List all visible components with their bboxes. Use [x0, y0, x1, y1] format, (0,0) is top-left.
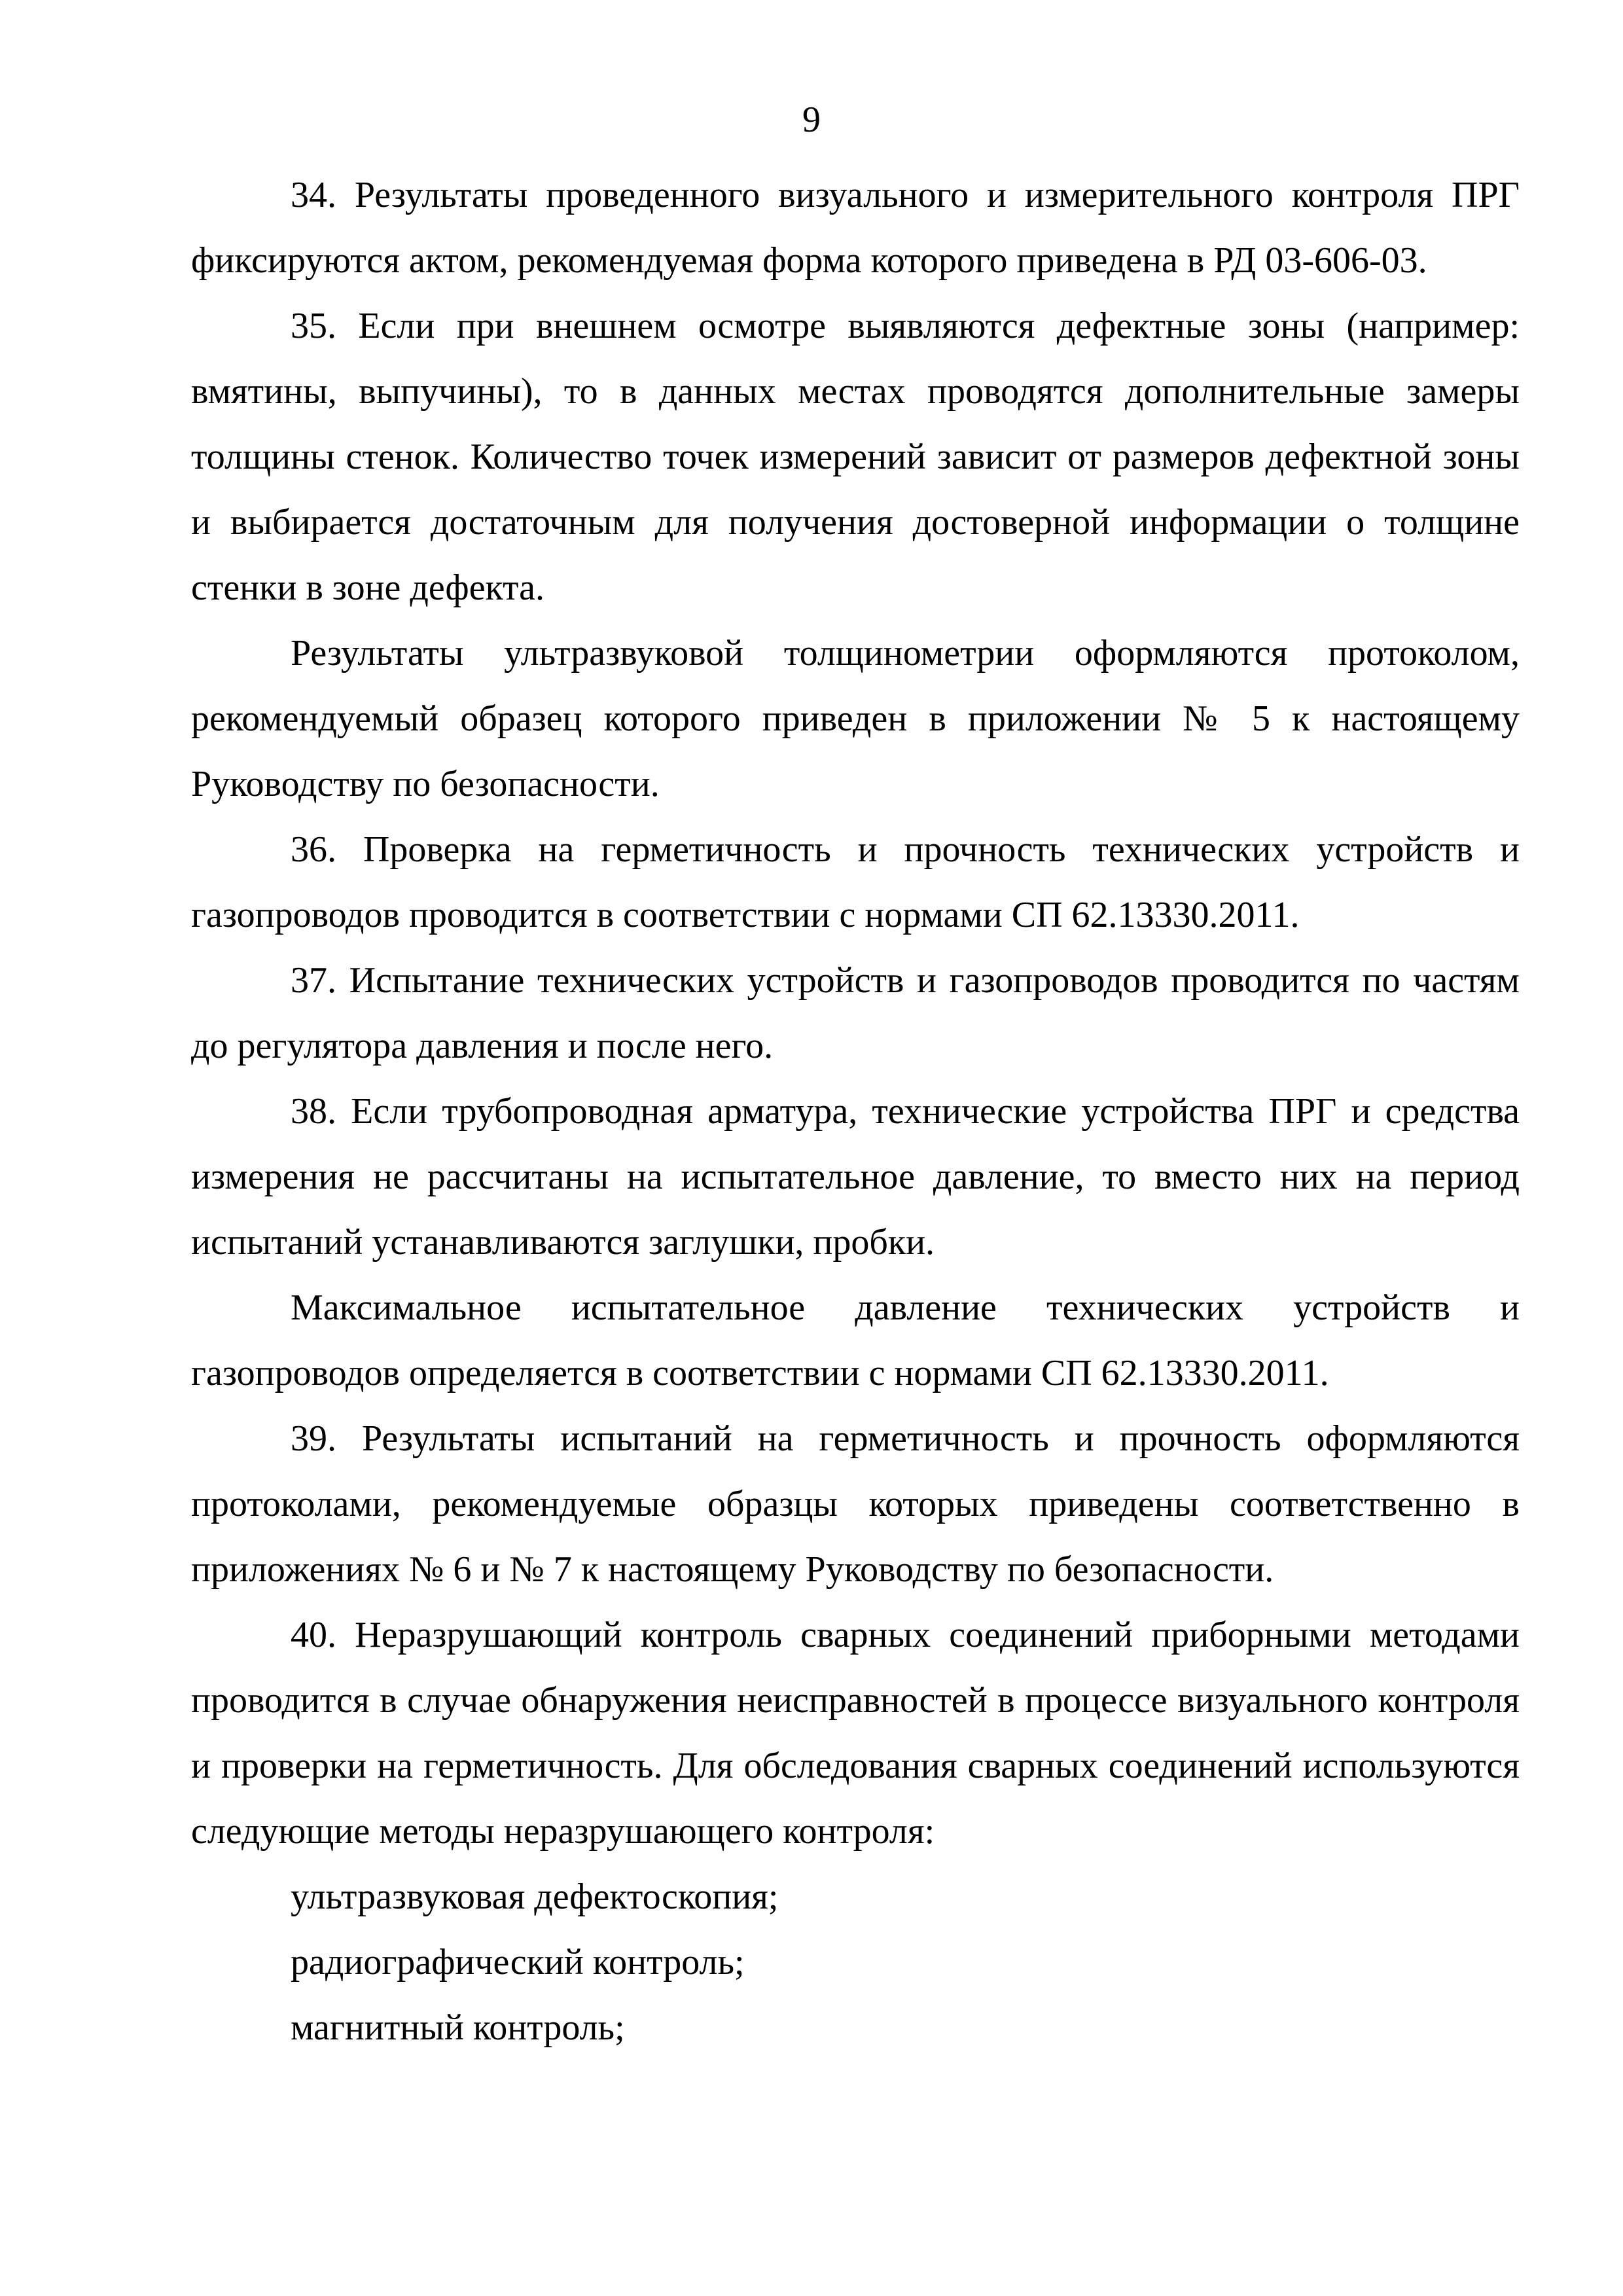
list-item-magnetic: магнитный контроль; — [291, 2007, 625, 2048]
page-number: 9 — [802, 99, 821, 140]
paragraph-40: 40. Неразрушающий контроль сварных соединений приборными методами проводится в случае обнаружения неисправностей в процессе визуального контроля и проверки на герметичность. Для обследования сварных соединений используются следующие методы неразрушающего контроля: — [191, 1615, 1520, 1852]
list-item-ultrasonic: ультразвуковая дефектоскопия; — [291, 1876, 779, 1917]
paragraph-38: 38. Если трубопроводная арматура, технические устройства ПРГ и средства измерения не рассчитаны на испытательное давление, то вместо них на период испытаний устанавливаются заглушки, пробки. — [191, 1091, 1520, 1263]
paragraph-34: 34. Результаты проведенного визуального и измерительного контроля ПРГ фиксируются актом, рекомендуемая форма которого приведена в РД 03-606-03. — [191, 175, 1520, 281]
list-item-radiographic: радиографический контроль; — [291, 1942, 745, 1982]
paragraph-38-max-pressure: Максимальное испытательное давление технических устройств и газопроводов определяется в соответствии с нормами СП 62.13330.2011. — [191, 1287, 1520, 1393]
paragraph-35: 35. Если при внешнем осмотре выявляются дефектные зоны (например: вмятины, выпучины), то в данных местах проводятся дополнительные замеры толщины стенок. Количество точек измерений зависит от размеров дефектной зоны и выбирается достаточным для получения достоверной информации о толщине стенки в зоне дефекта. — [191, 306, 1520, 608]
paragraph-36: 36. Проверка на герметичность и прочность технических устройств и газопроводов проводится в соответствии с нормами СП 62.13330.2011. — [191, 829, 1520, 935]
paragraph-37: 37. Испытание технических устройств и газопроводов проводится по частям до регулятора давления и после него. — [191, 960, 1520, 1066]
paragraph-35-thickness-results: Результаты ультразвуковой толщинометрии оформляются протоколом, рекомендуемый образец которого приведен в приложении № 5 к настоящему Руководству по безопасности. — [191, 633, 1520, 804]
document-body — [191, 162, 1520, 2060]
paragraph-39: 39. Результаты испытаний на герметичность и прочность оформляются протоколами, рекомендуемые образцы которых приведены соответственно в приложениях № 6 и № 7 к настоящему Руководству по безопасности. — [191, 1418, 1520, 1590]
